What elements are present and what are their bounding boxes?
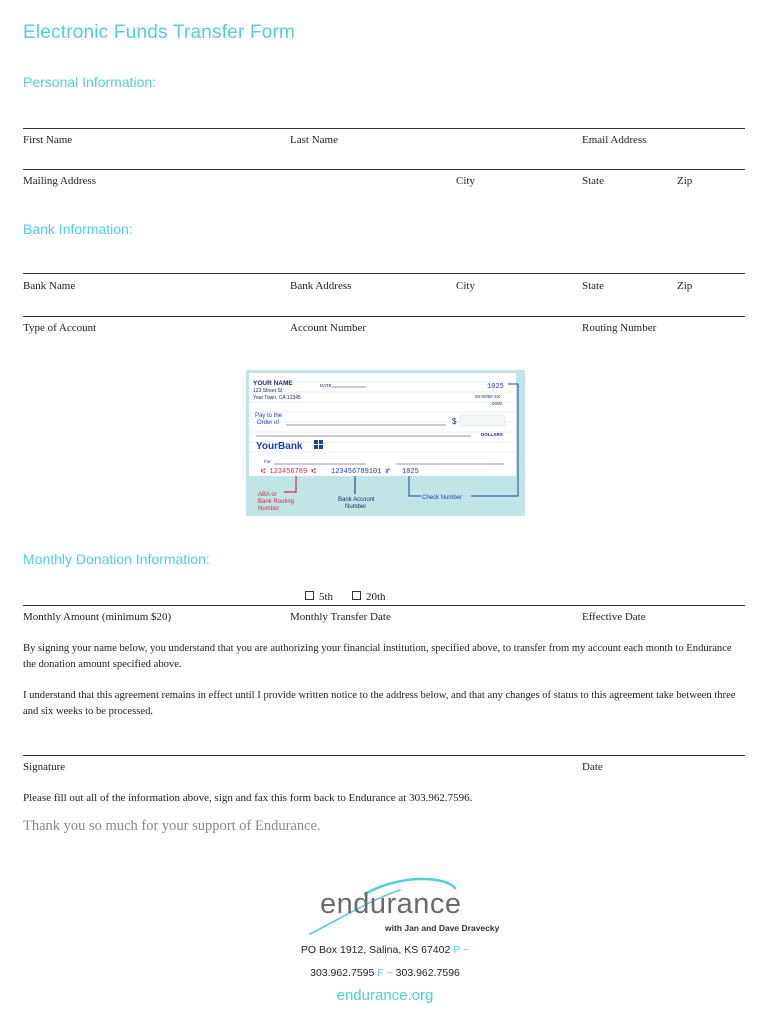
page-title: Electronic Funds Transfer Form <box>23 22 296 43</box>
sample-check-image <box>246 370 525 516</box>
bank-name-label: Bank Name <box>23 280 76 292</box>
check-date-label: DATE <box>320 383 332 388</box>
effective-date-label: Effective Date <box>582 611 646 623</box>
check-number-top: 1025 <box>487 383 504 391</box>
callout-aba-2: Bank Routing <box>258 499 295 505</box>
authorization-paragraph: By signing your name below, you understand that you are authorizing your financial institution, specified above, to transfer from my account each month to Endurance the donation amount specified above. <box>23 643 732 670</box>
bank-zip-label: Zip <box>677 280 693 292</box>
bank-name-line[interactable] <box>23 273 745 274</box>
callout-account-1: Bank Account <box>338 497 375 503</box>
check-micr-routing: ⑆ 123456789 ⑆ <box>261 468 316 476</box>
monthly-amount-label: Monthly Amount (minimum $20) <box>23 611 172 623</box>
check-bank-name: YourBank <box>256 441 303 452</box>
footer-phones <box>0 967 770 979</box>
personal-heading: Personal Information: <box>23 74 157 90</box>
callout-account-2: Number <box>345 504 367 510</box>
address-line[interactable] <box>23 169 745 170</box>
account-type-label: Type of Account <box>23 322 97 334</box>
first-name-label: First Name <box>23 134 73 146</box>
bank-state-label: State <box>582 280 604 292</box>
check-dollars: DOLLARS <box>481 432 503 437</box>
option-20th-label: 20th <box>366 591 386 603</box>
check-fraction-2: 0000 <box>492 401 503 406</box>
option-5th-label: 5th <box>319 591 334 603</box>
callout-aba-3: Number <box>258 506 280 512</box>
check-micr-number: 1025 <box>402 468 419 476</box>
last-name-label: Last Name <box>290 134 338 146</box>
callout-aba-1: ABA or <box>258 492 277 498</box>
check-order-of: Order of <box>257 420 280 426</box>
phone-number: 303.962.7595 <box>310 967 375 979</box>
checkbox-5th[interactable] <box>305 591 314 600</box>
mailing-address-label: Mailing Address <box>23 175 97 187</box>
agreement-paragraph: I understand that this agreement remains in effect until I provide written notice to the address below, and that any changes of status to this agreement take between three and six weeks to be processed. <box>23 690 736 717</box>
signature-line[interactable] <box>23 755 745 756</box>
check-dollar-sign: $ <box>452 417 457 426</box>
name-line[interactable] <box>23 128 745 129</box>
check-name: YOUR NAME <box>253 380 293 387</box>
check-for-label: For <box>264 459 271 464</box>
city-label: City <box>456 175 475 187</box>
instructions-text: Please fill out all of the information above, sign and fax this form back to Endurance at 303.962.7596. <box>23 792 473 804</box>
footer-address <box>0 944 770 956</box>
state-label: State <box>582 175 604 187</box>
logo-tagline: with Jan and Dave Dravecky <box>385 923 500 933</box>
fax-number: 303.962.7596 <box>395 967 460 979</box>
check-fraction: 00-0/000 XX <box>475 394 501 399</box>
email-label: Email Address <box>582 134 647 146</box>
account-number-label: Account Number <box>290 322 367 334</box>
donation-heading: Monthly Donation Information: <box>23 551 210 567</box>
signature-label: Signature <box>23 761 66 773</box>
option-5th[interactable] <box>305 591 333 603</box>
account-line[interactable] <box>23 316 745 317</box>
address-text: PO Box 1912, Salina, KS 67402 <box>300 944 451 956</box>
bank-city-label: City <box>456 280 475 292</box>
callout-check-number: Check Number <box>422 495 463 501</box>
zip-label: Zip <box>677 175 693 187</box>
check-address-2: Your Town, CA 12345 <box>253 395 301 401</box>
checkbox-20th[interactable] <box>352 591 361 600</box>
thank-you-text: Thank you so much for your support of Endurance. <box>23 818 321 834</box>
transfer-date-label: Monthly Transfer Date <box>290 611 391 623</box>
phone-label: P ~ <box>453 944 470 956</box>
donation-line[interactable] <box>23 605 745 606</box>
website-link[interactable]: endurance.org <box>336 987 434 1004</box>
bank-address-label: Bank Address <box>290 280 352 292</box>
routing-number-label: Routing Number <box>582 322 657 334</box>
check-pay-to: Pay to the <box>255 413 283 419</box>
fax-label: F ~ <box>377 967 393 979</box>
endurance-logo: endurance <box>320 888 462 920</box>
option-20th[interactable] <box>352 591 386 603</box>
date-label: Date <box>582 761 603 773</box>
bank-heading: Bank Information: <box>23 221 133 237</box>
check-address-1: 123 Street St <box>253 388 283 394</box>
check-micr-account: 123456789101 ⑈ <box>331 468 390 476</box>
